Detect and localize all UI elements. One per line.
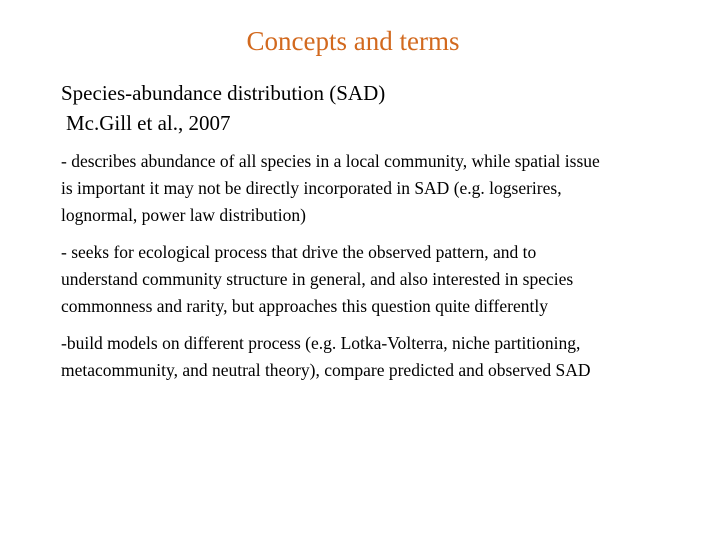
- text-line: commonness and rarity, but approaches this question quite differently: [61, 296, 548, 316]
- heading-topic: Species-abundance distribution (SAD): [61, 81, 386, 105]
- bullet-describes: [61, 148, 701, 229]
- text-line: - seeks for ecological process that drive the observed pattern, and to: [61, 242, 537, 262]
- text-line: - describes abundance of all species in a local community, while spatial issue: [61, 151, 600, 171]
- section-heading: [61, 78, 385, 138]
- bullet-seeks: [61, 239, 701, 320]
- slide-title: Concepts and terms: [246, 26, 460, 56]
- text-line: -build models on different process (e.g. Lotka-Volterra, niche partitioning,: [61, 333, 581, 353]
- bullet-build-models: [61, 330, 701, 384]
- text-line: is important it may not be directly incorporated in SAD (e.g. logserires,: [61, 178, 562, 198]
- text-line: understand community structure in general, and also interested in species: [61, 269, 574, 289]
- text-line: lognormal, power law distribution): [61, 205, 306, 225]
- bullet-list: [61, 148, 701, 394]
- text-line: metacommunity, and neutral theory), compare predicted and observed SAD: [61, 360, 591, 380]
- heading-citation: Mc.Gill et al., 2007: [66, 111, 231, 135]
